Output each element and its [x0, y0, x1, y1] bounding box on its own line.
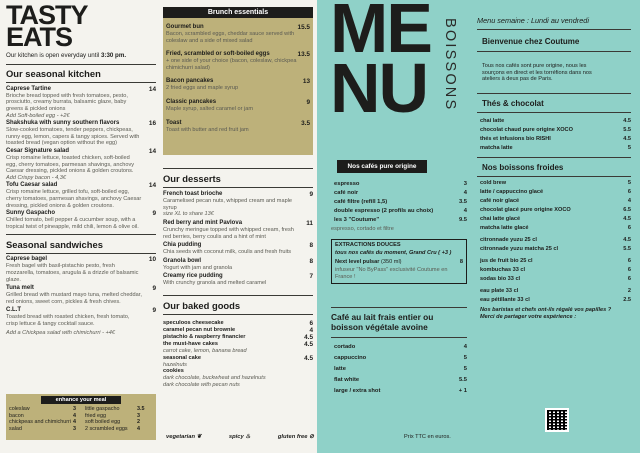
- menu-item-desc: Toasted bread with roasted chicken, fresh tomato, crisp lettuce & tangy cocktail sauce.: [6, 314, 130, 328]
- enhance-cell: little gaspacho: [85, 406, 120, 412]
- menu-item-desc: Yogurt with jam and granola: [163, 264, 233, 271]
- menu-item-row: [163, 191, 313, 198]
- dessert-list: [163, 191, 313, 287]
- menu-item-row: [163, 258, 313, 265]
- baked-item-desc: dark chocolate, buckwheat and hazelnuts: [163, 374, 266, 381]
- menu-item-row: [6, 307, 156, 314]
- menu-item-name: Sunny Gaspacho: [6, 210, 56, 217]
- boissons-vertical: BOISSONS: [442, 18, 458, 112]
- drink-price: 6: [627, 225, 631, 232]
- menu-item-price: 16: [148, 120, 156, 128]
- drink-price: 6: [627, 189, 631, 196]
- drink-price: 2: [627, 288, 631, 295]
- menu-item-desc: Caramelised pecan nuts, whipped cream and maple syrup: [163, 198, 293, 211]
- enhance-cell: 3: [73, 425, 76, 432]
- menu-item-name: Creamy rice pudding: [163, 273, 223, 280]
- menu-item-price: 3.5: [301, 119, 310, 127]
- qr-code[interactable]: [545, 408, 569, 432]
- menu-item-desc: Maple syrup, salted caramel or jam: [166, 105, 254, 112]
- menu-item: [166, 51, 310, 71]
- drink-name: chocolat chaud pure origine XOCO: [480, 127, 573, 134]
- menu-item-desc: Chia seeds with coconut milk, coulis and fresh fruits: [163, 249, 292, 256]
- gluten-free-icon: ⊘: [309, 434, 314, 440]
- baked-item: [163, 355, 313, 362]
- drink-price: 4: [463, 344, 467, 351]
- cafe-list: [331, 181, 467, 223]
- cafes-section: [331, 160, 467, 284]
- menu-item-row: [166, 51, 310, 58]
- drink-row: [331, 190, 467, 196]
- baked-item: [163, 368, 313, 375]
- menu-item-price: 9: [309, 191, 313, 199]
- drink-row: [331, 355, 467, 361]
- menu-item-note: Add Soft-boiled egg - +2€: [6, 112, 70, 119]
- drink-name: chai latte glacé: [480, 216, 521, 223]
- drink-name: sodas bio 33 cl: [480, 276, 521, 283]
- menu-item: [163, 191, 313, 218]
- drink-name: café noir: [334, 190, 359, 196]
- menu-item-price: 10: [148, 256, 156, 264]
- menu-item: [163, 258, 313, 272]
- menu-item-price: 13: [302, 78, 310, 86]
- drink-name: thés et infusions bio RISHI: [480, 136, 551, 143]
- drink-name: eau plate 33 cl: [480, 288, 519, 295]
- menu-item-price: 15.5: [297, 24, 310, 31]
- menu-item-name: Classic pancakes: [166, 98, 217, 105]
- menu-item-price: 8: [309, 257, 313, 265]
- enhance-cell: chickpeas and chimichurri: [9, 419, 72, 426]
- extractions-line1: tous nos cafés du moment, Grand Cru ( +3 ): [335, 250, 452, 257]
- menu-item-price: 9: [306, 98, 310, 106]
- menu-item-row: [163, 242, 313, 249]
- drink-name: jus de fruit bio 25 cl: [480, 258, 533, 265]
- left-column: [6, 0, 156, 336]
- drink-name: chai latte: [480, 118, 505, 125]
- drink-name: large / extra shot: [334, 388, 381, 395]
- menu-item: [6, 120, 156, 147]
- drink-price: 3.5: [458, 199, 467, 205]
- froides-list-3: [477, 258, 631, 282]
- drink-name: cold brew: [480, 180, 507, 187]
- enhance-cell: fried egg: [85, 412, 106, 419]
- menu-item-note: Add Crispy bacon - 4,3€: [6, 174, 67, 181]
- drink-price: + 1: [458, 388, 467, 395]
- sandwiches-title: Seasonal sandwiches: [6, 238, 103, 250]
- froides-list: [477, 180, 631, 231]
- menu-item: [6, 307, 156, 327]
- drink-row: [477, 118, 631, 124]
- menu-item-row: [163, 273, 313, 280]
- seasonal-kitchen-title: Our seasonal kitchen: [6, 68, 101, 80]
- drink-row: [331, 388, 467, 394]
- prices-note: Prix TTC en euros.: [404, 434, 451, 440]
- baked-item-desc: dark chocolate with pecan nuts: [163, 381, 240, 388]
- drink-row: [331, 377, 467, 383]
- extractions-title: EXTRACTIONS DOUCES: [335, 241, 401, 248]
- drink-price: 4: [463, 208, 467, 214]
- drink-name: matcha latte: [480, 145, 513, 152]
- extractions-box: [331, 239, 467, 284]
- menu-title-line-1: ME: [330, 0, 431, 67]
- baked-item-name: pistachio & raspberry financier: [163, 334, 246, 341]
- logo: [6, 0, 156, 52]
- baked-item-price: 4: [309, 327, 313, 335]
- brunch-title: Brunch essentials: [163, 7, 313, 18]
- menu-item-row: [6, 86, 156, 93]
- chickpea-note: Add a Chickpea salad with chimichurri - +4€: [6, 329, 115, 336]
- drink-name: café noir glacé: [480, 198, 520, 205]
- brunch-list: [166, 24, 310, 133]
- logo-line-1: TASTY: [6, 0, 88, 30]
- baked-item-price: 4.5: [304, 354, 313, 362]
- menu-item-name: Tuna melt: [6, 285, 34, 292]
- drink-name: flat white: [334, 377, 360, 384]
- baked-item: [163, 334, 313, 341]
- drink-price: 9.5: [458, 217, 467, 223]
- menu-item-price: 14: [148, 147, 156, 155]
- cafes-title: Nos cafés pure origine: [337, 160, 427, 173]
- intro-text: Tous nos cafés sont pure origine, nous les sourçons en direct et les torréfions dans nos ateliers à deux pas de Paris.: [482, 63, 592, 83]
- drink-row: [331, 199, 467, 205]
- baked-item-name: cookies: [163, 368, 184, 375]
- enhance-cell: 4: [137, 425, 140, 432]
- drink-price: 4.5: [623, 118, 631, 125]
- menu-item-price: 8: [309, 242, 313, 250]
- enhance-meal-box: [6, 394, 156, 440]
- menu-item-name: Cesar Signature salad: [6, 147, 70, 154]
- menu-item: [6, 210, 156, 230]
- menu-item-row: [163, 220, 313, 227]
- drink-name: kombuchas 33 cl: [480, 267, 526, 274]
- menu-item-row: [6, 120, 156, 127]
- baked-item-name: the must-have cakes: [163, 341, 219, 348]
- menu-item-desc: Toast with butter and red fruit jam: [166, 126, 249, 133]
- drink-row: [477, 288, 631, 294]
- cafe-lait-section: [331, 307, 467, 399]
- drink-name: café filtre (refill 1,5): [334, 199, 388, 205]
- menu-item: [6, 182, 156, 209]
- baked-title: Our baked goods: [163, 299, 241, 311]
- drink-price: 4: [463, 190, 467, 196]
- desserts-section: [163, 168, 313, 388]
- drink-name: cappuccino: [334, 355, 367, 362]
- menu-item-price: 14: [148, 182, 156, 190]
- thes-title: Thés & chocolat: [482, 98, 544, 108]
- menu-item-desc: Crisp romaine lettuce, grilled tofu, soft-boiled egg, cherry tomatoes, parmesan shavings, anchovy Caesar dressing, pickled onions & golden croutons.: [6, 189, 142, 209]
- menu-title: [330, 0, 431, 127]
- menu-item-name: French toast brioche: [163, 191, 223, 198]
- drink-price: 6: [627, 276, 631, 283]
- drink-row: [477, 246, 631, 252]
- menu-item-row: [6, 256, 156, 263]
- drink-name: cortado: [334, 344, 356, 351]
- drink-row: [477, 267, 631, 273]
- drink-price: 5.5: [623, 127, 631, 134]
- enhance-meal-title: enhance your meal: [41, 396, 121, 404]
- menu-item-price: 9: [152, 210, 156, 218]
- enhance-row: [9, 413, 153, 420]
- drink-row: [477, 207, 631, 213]
- menu-item-name: Tofu Caesar salad: [6, 182, 58, 189]
- menu-item-note: size XL to share 13€: [163, 211, 214, 218]
- menu-item-name: Fried, scrambled or soft-boiled eggs: [166, 51, 270, 58]
- drink-name: double espresso (2 profils au choix): [334, 208, 434, 214]
- drink-name: eau pétillante 33 cl: [480, 297, 530, 304]
- menu-item-price: 14: [148, 85, 156, 93]
- pepper-icon: ♨: [245, 434, 251, 440]
- menu-item-desc: Crunchy meringue topped with whipped cream, fresh red berries, berry coulis and a hint of mint: [163, 226, 294, 240]
- menu-item: [6, 86, 156, 119]
- enhance-cell: salad: [9, 425, 22, 432]
- menu-item-price: 13.5: [297, 51, 310, 59]
- menu-item: [6, 285, 156, 305]
- enhance-cell: 3.5: [137, 406, 145, 412]
- baristas-text: Nos baristas et chefs ont-ils régalé vos papilles ?: [480, 307, 612, 314]
- legend-vegetarian: vegetarian ❦: [166, 434, 202, 440]
- menu-item-row: [6, 148, 156, 155]
- legend-spicy: spicy ♨: [228, 434, 251, 440]
- drink-price: 3: [463, 181, 467, 187]
- baked-item: [163, 327, 313, 334]
- menu-item-name: C.L.T: [6, 307, 21, 314]
- drink-row: [477, 180, 631, 186]
- menu-item-row: [166, 99, 310, 106]
- menu-item-name: Caprese bagel: [6, 256, 48, 263]
- menu-item: [166, 78, 310, 92]
- menu-item: [163, 220, 313, 240]
- far-right-column: [477, 16, 631, 321]
- drink-name: latte: [334, 366, 346, 373]
- enhance-cell: 3: [73, 406, 76, 412]
- drink-price: 4.5: [623, 136, 631, 143]
- drink-row: [477, 127, 631, 133]
- menu-item-price: 7: [309, 273, 313, 281]
- qr-code-icon: [547, 410, 567, 430]
- menu-item-row: [6, 182, 156, 189]
- menu-item-desc: 2 fried eggs and maple syrup: [166, 85, 239, 92]
- menu-item-name: Toast: [166, 119, 182, 126]
- sandwich-list: [6, 256, 156, 327]
- drink-row: [477, 198, 631, 204]
- baked-item-price: 4.5: [304, 334, 313, 342]
- enhance-row: [9, 426, 153, 433]
- froides-title: Nos boissons froides: [482, 162, 564, 172]
- drink-price: 5.5: [623, 246, 631, 253]
- drink-row: [477, 189, 631, 195]
- menu-item-name: Shakshuka with sunny southern flavors: [6, 120, 120, 127]
- drink-price: 6: [627, 267, 631, 274]
- bienvenue-title: Bienvenue chez Coutume: [482, 36, 580, 46]
- enhance-cell: 2 scrambled eggs: [85, 425, 128, 432]
- drink-name: les 3 "Coutume": [334, 217, 380, 223]
- menu-item-name: Caprese Tartine: [6, 85, 51, 92]
- menu-item-desc: Crisp romaine lettuce, toasted chicken, soft-boiled egg, cherry tomatoes, parmesan shavings, anchovy Caesar dressing, pickled onions & golden croutons.: [6, 154, 135, 175]
- drink-row: [331, 208, 467, 214]
- enhance-cell: 3: [137, 412, 140, 419]
- baked-item: [163, 341, 313, 348]
- drink-name: citronnade yuzu matcha 25 cl: [480, 246, 559, 253]
- cafe-lait-list: [331, 344, 467, 394]
- menu-item-name: Chia pudding: [163, 242, 202, 249]
- enhance-cell: bacon: [9, 412, 24, 419]
- baked-item-name: seasonal cake: [163, 354, 201, 361]
- baked-list: [163, 320, 313, 388]
- drink-row: [477, 297, 631, 303]
- drink-price: 4.5: [623, 237, 631, 244]
- enhance-meal-table: [9, 406, 153, 432]
- menu-item-desc: Brioche bread topped with fresh tomatoes, pesto, prosciutto, creamy burrata, balsamic glaze, baby greens & pickled onions: [6, 92, 128, 112]
- enhance-cell: coleslaw: [9, 406, 30, 412]
- thes-list: [477, 118, 631, 151]
- menu-item-price: 11: [306, 219, 313, 227]
- drink-price: 5: [627, 145, 631, 152]
- menu-item: [163, 273, 313, 287]
- froides-list-2: [477, 237, 631, 252]
- boissons-vertical-wrap: [436, 18, 466, 128]
- baked-item: [163, 320, 313, 327]
- menu-item: [166, 99, 310, 113]
- drink-row: [477, 145, 631, 151]
- menu-item-price: 9: [152, 285, 156, 293]
- menu-item-desc: With crunchy granola and melted caramel: [163, 280, 267, 287]
- drink-row: [477, 237, 631, 243]
- drink-row: [331, 181, 467, 187]
- menu-title-line-2: NU: [330, 49, 428, 127]
- baked-item-name: speculoos cheesecake: [163, 320, 224, 327]
- drink-price: 2.5: [623, 297, 631, 304]
- baked-item-desc: hazelnuts: [163, 361, 187, 368]
- menu-item: [166, 24, 310, 44]
- drink-price: 5: [463, 366, 467, 373]
- menu-item-name: Red berry and mint Pavlova: [163, 219, 243, 226]
- merci-text: Merci de partager votre expérience :: [480, 313, 577, 320]
- menu-item: [163, 242, 313, 256]
- menu-item-row: [6, 285, 156, 292]
- opening-hours: Our kitchen is open everyday until 3:30 pm.: [6, 52, 127, 59]
- drink-price: 4.5: [623, 216, 631, 223]
- drink-name: chocolat glacé pure origine XOCO: [480, 207, 571, 214]
- drink-row: [331, 366, 467, 372]
- enhance-cell: 4: [73, 419, 76, 426]
- extractions-line3: infuseur "No ByPass" exclusivité Coutume en France !: [335, 267, 448, 280]
- desserts-title: Our desserts: [163, 172, 221, 184]
- drink-row: [477, 216, 631, 222]
- enhance-cell: 4: [73, 412, 76, 419]
- drink-name: citronnade yuzu 25 cl: [480, 237, 537, 244]
- pulsar-row: Next level pulsar (350 ml) 8: [335, 258, 463, 265]
- baked-item-price: 6: [309, 320, 313, 328]
- enhance-row: [9, 419, 153, 426]
- drink-row: [477, 136, 631, 142]
- menu-item-row: [166, 78, 310, 85]
- drink-price: 6: [627, 258, 631, 265]
- drink-row: [477, 276, 631, 282]
- menu-semaine: Menu semaine : Lundi au vendredi: [477, 16, 589, 25]
- drink-name: latte / cappuccino glacé: [480, 189, 544, 196]
- menu-item-name: Granola bowl: [163, 257, 202, 264]
- drink-price: 5.5: [458, 377, 467, 384]
- drink-name: matcha latte glacé: [480, 225, 529, 232]
- froides-list-4: [477, 288, 631, 303]
- enhance-cell: 2: [137, 419, 140, 426]
- menu-item-desc: Bacon, scrambled eggs, cheddar sauce served with coleslaw and a side of mixed salad: [166, 31, 295, 44]
- menu-item-desc: Grilled bread with mustard mayo tuna, melted cheddar, red onions, sweet corn, pickles & fresh chives.: [6, 292, 142, 305]
- cafes-note: espresso, cortado et filtre: [331, 226, 394, 232]
- drink-row: [477, 258, 631, 264]
- menu-item-row: [6, 210, 156, 217]
- menu-item-price: 9: [152, 307, 156, 315]
- drink-row: [331, 217, 467, 223]
- drink-row: [331, 344, 467, 350]
- baked-item-desc: carrot cake, lemon, banana bread: [163, 348, 247, 355]
- menu-item-desc: Slow-cooked tomatoes, tender peppers, chickpeas, runny egg, lemon, capers & tangy spices. Served with toasted bread (vegan option without the egg): [6, 127, 140, 147]
- drink-row: [477, 225, 631, 231]
- brunch-box: [163, 7, 313, 155]
- cafe-lait-title: Café au lait frais entier ou boisson végétale avoine: [331, 311, 434, 333]
- menu-item-desc: Fresh bagel with basil-pistachio pesto, fresh mozzarella, tomatoes, arugula & a drizzle of balsamic glaze.: [6, 263, 139, 283]
- legend-gluten-free: gluten free ⊘: [277, 434, 314, 440]
- drink-price: 5: [463, 355, 467, 362]
- baked-item-price: 4.5: [304, 341, 313, 349]
- menu-item: [6, 148, 156, 181]
- seasonal-kitchen-list: [6, 86, 156, 231]
- drink-price: 6.5: [623, 207, 631, 214]
- baked-item-name: caramel pecan nut brownie: [163, 327, 236, 334]
- menu-item-name: Bacon pancakes: [166, 78, 214, 85]
- drink-price: 4: [627, 198, 631, 205]
- diet-legend: [166, 434, 314, 441]
- enhance-cell: soft boiled egg: [85, 419, 121, 426]
- menu-item-row: [166, 120, 310, 127]
- menu-item-row: [166, 24, 310, 31]
- logo-line-2: EATS: [6, 22, 73, 52]
- menu-item-name: Gourmet bun: [166, 24, 204, 30]
- menu-item-desc: + one side of your choice (bacon, coleslaw, chickpea chimichurri salad): [166, 58, 297, 71]
- enhance-row: [9, 406, 153, 413]
- menu-item-desc: Chilled tomato, bell pepper & cucumber soup, with a tropical twist of pineapple, mild chili, lemon & olive oil.: [6, 217, 139, 230]
- menu-item: [6, 256, 156, 283]
- menu-item: [166, 120, 310, 134]
- leaf-icon: ❦: [196, 434, 202, 440]
- drink-name: espresso: [334, 181, 360, 187]
- drink-price: 5: [627, 180, 631, 187]
